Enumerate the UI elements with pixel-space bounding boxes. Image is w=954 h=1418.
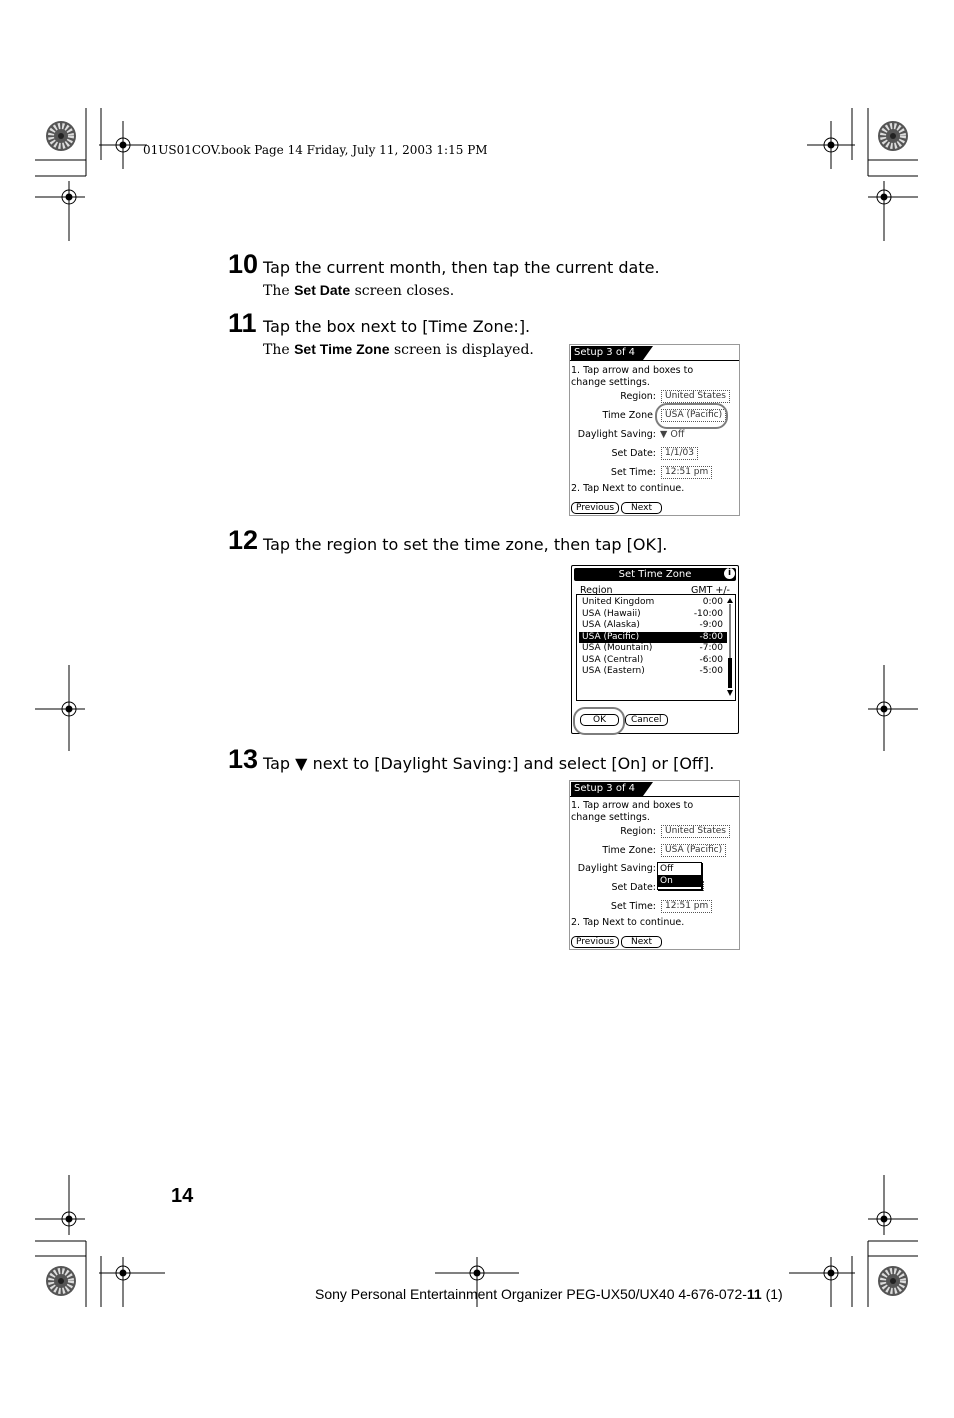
instruction-1b: change settings. xyxy=(571,377,650,388)
set-time-field[interactable]: 12:51 pm xyxy=(661,466,712,479)
time-zone-label: Time Zone: xyxy=(602,845,656,856)
info-icon[interactable]: i xyxy=(724,568,735,579)
instruction-1: 1. Tap arrow and boxes to xyxy=(571,800,694,811)
setup-screen-daylight-saving xyxy=(569,780,740,950)
set-date-label: Set Date: xyxy=(611,448,656,459)
option-on[interactable]: On xyxy=(658,875,701,887)
dropdown-arrow-icon: ▼ xyxy=(660,429,668,440)
next-button[interactable]: Next xyxy=(621,502,662,514)
next-button[interactable]: Next xyxy=(621,936,662,948)
list-item-selected[interactable]: USA (Pacific) -8:00 xyxy=(579,632,727,643)
instruction-2: 2. Tap Next to continue. xyxy=(571,483,685,494)
previous-button[interactable]: Previous xyxy=(571,502,619,514)
setup-screen-time-zone xyxy=(569,344,740,516)
set-time-label: Set Time: xyxy=(610,901,656,912)
set-date-field[interactable]: 1/1/03 xyxy=(661,447,698,460)
column-gmt: GMT +/- xyxy=(691,585,730,596)
step-number-11: 11 xyxy=(228,308,257,338)
instruction-2: 2. Tap Next to continue. xyxy=(571,917,685,928)
step-13-text: Tap ▼ next to [Daylight Saving:] and select [On] or [Off]. xyxy=(263,754,715,773)
step-10-result: The Set Date screen closes. xyxy=(263,282,455,299)
setup-tab: Setup 3 of 4 xyxy=(571,346,643,360)
list-item[interactable]: USA (Eastern) -5:00 xyxy=(582,666,723,676)
time-zone-list xyxy=(576,594,736,701)
setup-tab: Setup 3 of 4 xyxy=(571,782,643,796)
set-time-label: Set Time: xyxy=(610,467,656,478)
daylight-saving-popup xyxy=(657,862,702,890)
highlight-oval xyxy=(573,707,625,735)
daylight-saving-picker[interactable]: ▼ Off xyxy=(660,429,685,440)
column-region: Region xyxy=(580,585,613,596)
time-zone-label: Time Zone xyxy=(602,410,653,421)
scrollbar[interactable] xyxy=(727,598,733,696)
page-number: 14 xyxy=(171,1185,194,1207)
list-item[interactable]: USA (Central) -6:00 xyxy=(582,654,723,665)
instruction-1: 1. Tap arrow and boxes to xyxy=(571,365,694,376)
region-label: Region: xyxy=(620,826,656,837)
print-header: 01US01COV.book Page 14 Friday, July 11, 2003 1:15 PM xyxy=(143,143,488,157)
step-12-text: Tap the region to set the time zone, then tap [OK]. xyxy=(263,535,668,554)
step-number-10: 10 xyxy=(228,249,259,279)
instruction-1b: change settings. xyxy=(571,812,650,823)
previous-button[interactable]: Previous xyxy=(571,936,619,948)
cancel-button[interactable]: Cancel xyxy=(625,714,668,726)
step-number-12: 12 xyxy=(228,525,259,555)
region-label: Region: xyxy=(620,391,656,402)
region-field[interactable]: United States xyxy=(661,390,730,403)
set-date-label: Set Date: xyxy=(611,882,656,893)
ok-button[interactable]: OK xyxy=(580,714,619,726)
daylight-saving-label: Daylight Saving: xyxy=(577,863,656,874)
region-field[interactable]: United States xyxy=(661,825,730,838)
highlight-oval xyxy=(655,403,728,429)
daylight-saving-label: Daylight Saving: xyxy=(577,429,656,440)
step-10-text: Tap the current month, then tap the current date. xyxy=(263,258,660,277)
step-number-13: 13 xyxy=(228,744,259,774)
list-item[interactable]: USA (Mountain) -7:00 xyxy=(582,643,723,653)
set-time-field[interactable]: 12:51 pm xyxy=(661,900,712,913)
option-off[interactable]: Off xyxy=(660,864,674,874)
time-zone-field[interactable]: USA (Pacific) xyxy=(661,409,726,422)
time-zone-field[interactable]: USA (Pacific) xyxy=(661,844,726,857)
list-item[interactable]: USA (Hawaii) -10:00 xyxy=(582,608,723,619)
dialog-title: Set Time Zone xyxy=(574,568,736,581)
footer: Sony Personal Entertainment Organizer PEG-UX50/UX40 4-676-072-11 (1) xyxy=(315,1286,783,1302)
list-item[interactable]: USA (Alaska) -9:00 xyxy=(582,620,723,630)
list-item[interactable]: United Kingdom 0:00 xyxy=(582,597,723,607)
step-11-text: Tap the box next to [Time Zone:]. xyxy=(263,317,531,336)
step-11-result: The Set Time Zone screen is displayed. xyxy=(263,341,534,358)
